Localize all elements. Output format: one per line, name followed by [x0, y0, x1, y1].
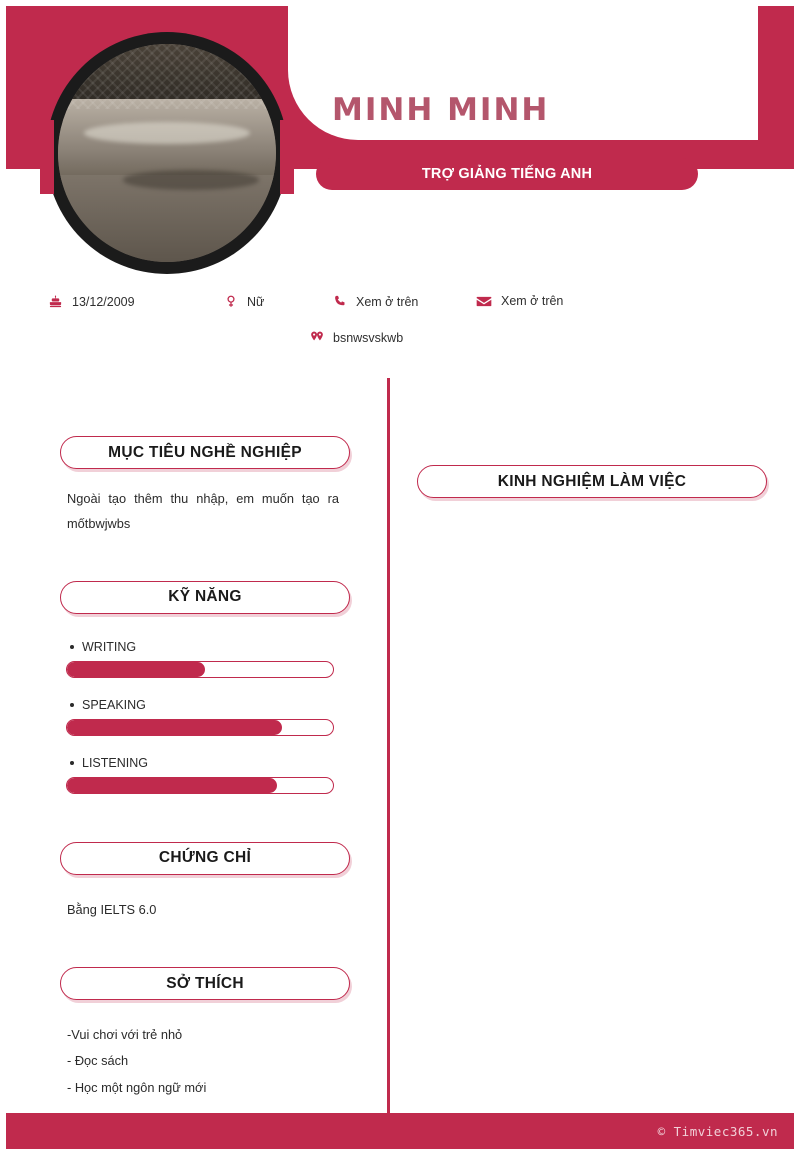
contact-phone	[332, 294, 418, 309]
cake-icon	[48, 294, 63, 309]
hobby-item: - Đọc sách	[67, 1053, 129, 1069]
skill-label-row	[70, 756, 360, 770]
location-icon	[310, 330, 324, 345]
avatar-ring-gap-right	[280, 120, 294, 194]
bullet-icon	[70, 761, 74, 765]
contact-location-label: bsnwsvskwb	[333, 330, 404, 345]
cv-page	[6, 6, 794, 1149]
contact-email	[476, 294, 563, 308]
page-title: MINH MINH	[332, 92, 550, 128]
column-divider	[387, 378, 390, 1149]
bullet-icon	[70, 645, 74, 649]
gender-icon	[224, 294, 238, 309]
avatar	[46, 32, 288, 274]
section-experience-title: KINH NGHIỆM LÀM VIỆC	[417, 465, 767, 498]
spacer	[60, 537, 360, 581]
section-skills-title: KỸ NĂNG	[60, 581, 350, 614]
contact-location	[310, 330, 403, 345]
certificate-item: Bằng IELTS 6.0	[67, 901, 157, 917]
phone-icon	[332, 294, 347, 309]
contact-email-label: Xem ở trên	[501, 294, 564, 308]
section-objective-title: MỤC TIÊU NGHỀ NGHIỆP	[60, 436, 350, 469]
skill-progress-track	[66, 719, 334, 736]
hobby-item: - Học một ngôn ngữ mới	[67, 1079, 207, 1095]
photo-shadow	[123, 170, 258, 190]
skill-progress-fill	[67, 720, 282, 735]
right-column	[417, 465, 767, 498]
skill-name: LISTENING	[82, 755, 148, 770]
section-certificates-title: CHỨNG CHỈ	[60, 842, 350, 875]
skill-progress-fill	[67, 778, 277, 793]
contact-birthday	[48, 294, 135, 309]
skill-item	[60, 698, 360, 736]
job-title-badge: TRỢ GIẢNG TIẾNG ANH	[316, 158, 698, 190]
skill-label-row	[70, 698, 360, 712]
spacer	[60, 814, 360, 842]
skill-name: WRITING	[82, 639, 137, 654]
spacer	[60, 923, 360, 967]
avatar-ring-gap-left	[40, 120, 54, 194]
avatar-photo	[58, 44, 276, 262]
section-hobbies-title: SỞ THÍCH	[60, 967, 350, 1000]
contact-birthday-label: 13/12/2009	[72, 294, 135, 309]
skill-name: SPEAKING	[82, 697, 146, 712]
footer-credit: © Timviec365.vn	[657, 1123, 778, 1139]
contact-gender	[224, 294, 264, 309]
skill-item	[60, 756, 360, 794]
hobby-item: -Vui chơi với trẻ nhỏ	[67, 1027, 183, 1043]
contact-gender-label: Nữ	[247, 294, 265, 309]
skill-item	[60, 640, 360, 678]
photo-mesh-texture	[58, 44, 276, 109]
footer-bar	[6, 1113, 794, 1149]
objective-text: Ngoài tạo thêm thu nhập, em muốn tạo ra mốtbwjwbs	[67, 491, 339, 531]
skill-progress-fill	[67, 662, 205, 677]
skill-progress-track	[66, 777, 334, 794]
email-icon	[476, 295, 492, 308]
skill-progress-track	[66, 661, 334, 678]
left-column	[60, 436, 360, 1101]
contact-phone-label: Xem ở trên	[356, 294, 419, 309]
skill-label-row	[70, 640, 360, 654]
bullet-icon	[70, 703, 74, 707]
